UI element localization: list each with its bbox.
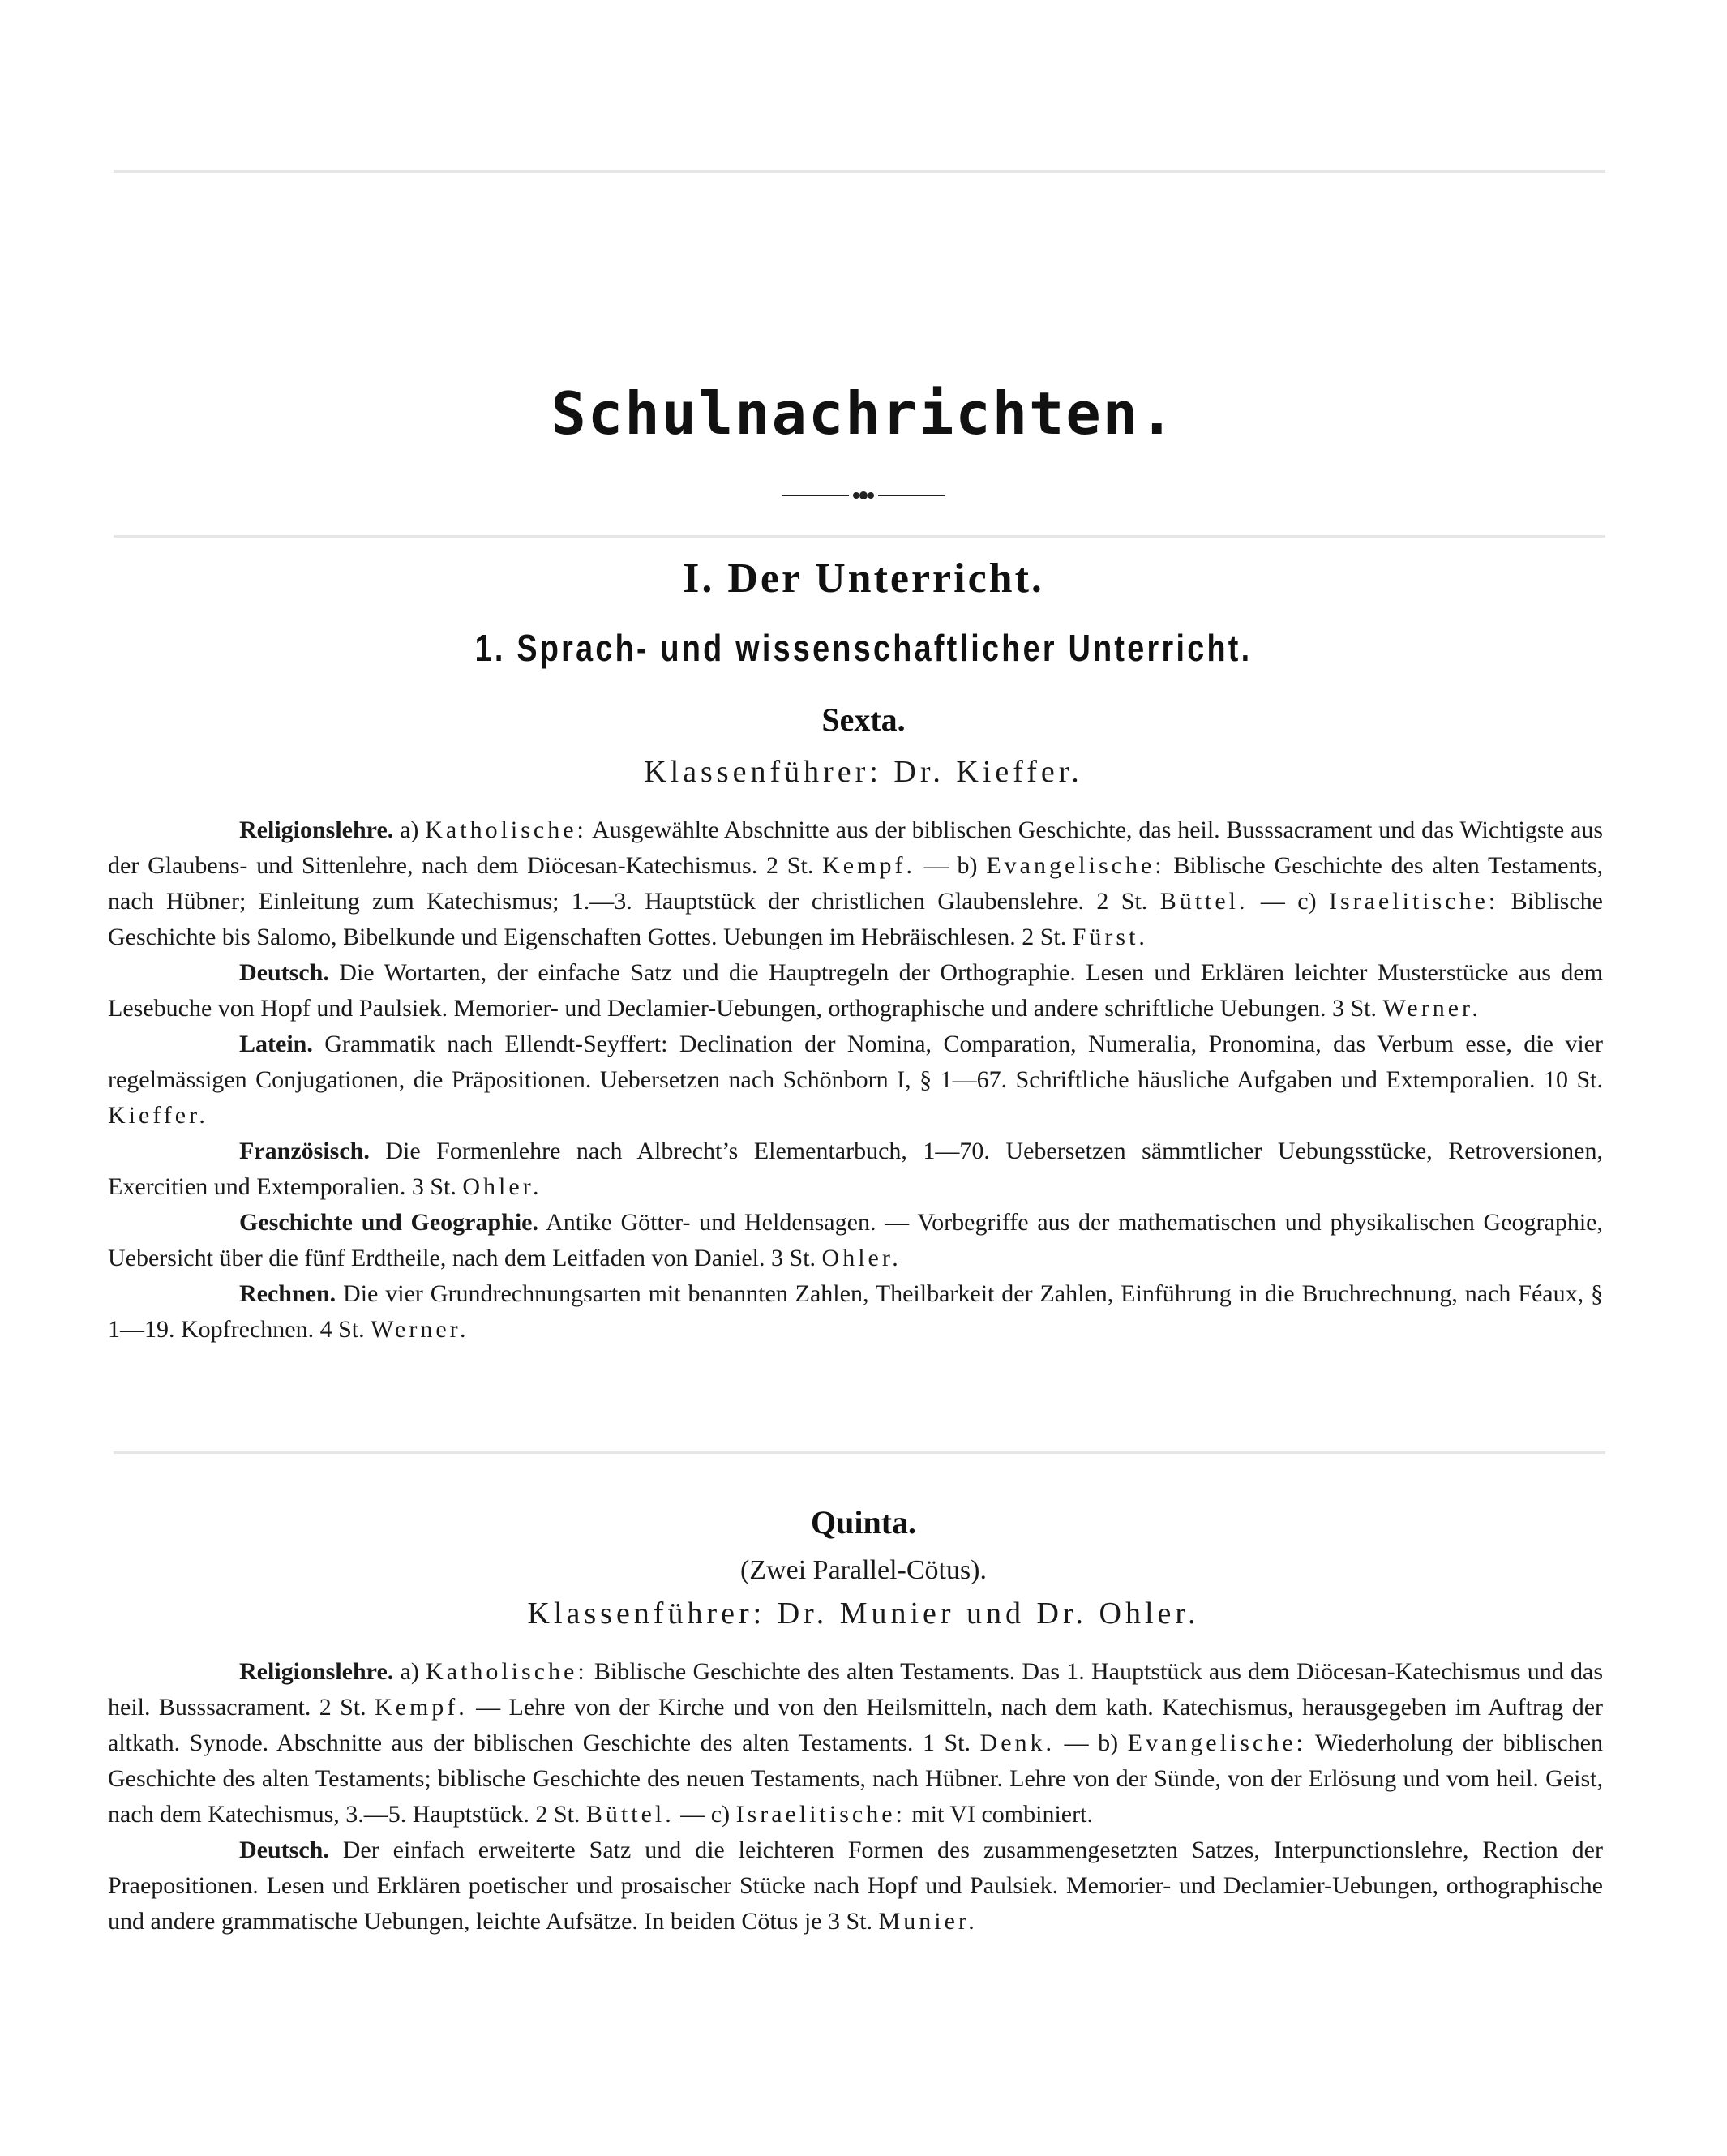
section-heading: I. Der Unterricht. <box>683 555 1044 602</box>
title-ornament <box>782 490 945 501</box>
bleed-through-line <box>114 170 1605 173</box>
subject-name: Französisch. <box>239 1138 370 1164</box>
subject-paragraph <box>108 1205 1603 1276</box>
subject-text: Ausgewählte Abschnitte aus der biblischen Geschichte, das heil. Busssacrament und das Wichtigste aus der Glaubens- und Sittenlehre, nach dem Diöcesan-Katechismus. 2 St. <box>108 817 1603 879</box>
class-leader-sexta: Klassenführer: Dr. Kieffer. <box>644 755 1083 789</box>
quinta-subjects <box>108 1654 1603 1940</box>
subject-paragraph <box>108 1276 1603 1348</box>
subsection-heading: 1. Sprach- und wissenschaftlicher Unterricht. <box>474 627 1253 669</box>
bleed-through-line <box>114 1451 1605 1454</box>
subject-text: Wiederholung der biblischen Geschichte des alten Testaments; biblische Geschichte des neuen Testaments, nach Hübner. Lehre von der Sünde, von der Erlösung und vom heil. Geist, nach dem Katechismus, 3.—5. Hauptstück. 2 St. <box>108 1730 1603 1828</box>
subject-text: — Lehre von der Kirche und von den Heilsmitteln, nach dem kath. Katechismus, herausgegeben im Auftrag der altkath. Synode. Abschnitte aus der biblischen Geschichte des alten Testaments. 1 St. <box>108 1694 1603 1756</box>
subject-paragraph <box>108 955 1603 1027</box>
subject-name: Latein. <box>239 1031 313 1057</box>
spaced-term: Fürst. <box>1072 924 1148 950</box>
spaced-term: Kempf. <box>374 1694 468 1721</box>
subject-paragraph <box>108 812 1603 955</box>
subject-paragraph <box>108 1027 1603 1134</box>
subject-text: mit VI combiniert. <box>905 1801 1093 1828</box>
subject-text: a) <box>393 1658 426 1685</box>
subject-paragraph <box>108 1134 1603 1205</box>
subject-text: Antike Götter- und Heldensagen. — Vorbegriffe aus der mathematischen und physikalischen Geographie, Uebersicht über die fünf Erdtheile, nach dem Leitfaden von Daniel. 3 St. <box>108 1209 1603 1271</box>
class-note-quinta: (Zwei Parallel-Cötus). <box>739 1555 988 1585</box>
spaced-term: Munier. <box>878 1908 978 1935</box>
class-leader-quinta: Klassenführer: Dr. Munier und Dr. Ohler. <box>527 1597 1200 1631</box>
subject-text: Biblische Geschichte des alten Testaments. Das 1. Hauptstück aus dem Diöcesan-Katechismus und das heil. Busssacrament. 2 St. <box>108 1658 1603 1721</box>
subject-paragraph <box>108 1654 1603 1832</box>
spaced-term: Evangelische: <box>986 852 1165 879</box>
subject-name: Deutsch. <box>239 1837 329 1863</box>
spaced-term: Katholische: <box>425 817 587 843</box>
subject-name: Rechnen. <box>239 1280 336 1307</box>
spaced-term: Kempf. <box>822 852 915 879</box>
class-heading-sexta: Sexta. <box>821 701 906 738</box>
subject-text: — c) <box>674 1801 736 1828</box>
spaced-term: Israelitische: <box>735 1801 906 1828</box>
class-heading-quinta: Quinta. <box>810 1504 917 1541</box>
subject-name: Geschichte und Geographie. <box>239 1209 538 1236</box>
subject-text: Biblische Geschichte des alten Testaments, nach Hübner; Einleitung zum Katechismus; 1.—3. Hauptstück der christlichen Glaubenslehre. 2 St. <box>108 852 1603 915</box>
subject-text: Die vier Grundrechnungsarten mit benannten Zahlen, Theilbarkeit der Zahlen, Einführung in die Bruchrechnung, nach Féaux, § 1—19. Kopfrechnen. 4 St. <box>108 1280 1603 1343</box>
spaced-term: Evangelische: <box>1127 1730 1306 1756</box>
spaced-term: Werner. <box>1382 995 1481 1022</box>
subject-text: a) <box>393 817 426 843</box>
page-title: Schulnachrichten. <box>551 379 1176 448</box>
subject-text: — b) <box>1055 1730 1128 1756</box>
subject-text: Biblische Geschichte bis Salomo, Bibelkunde und Eigenschaften Gottes. Uebungen im Hebräischlesen. 2 St. <box>108 888 1603 950</box>
subject-paragraph <box>108 1832 1603 1940</box>
subject-text: — b) <box>915 852 987 879</box>
subject-text: Der einfach erweiterte Satz und die leichteren Formen des zusammengesetzten Satzes, Interpunctionslehre, Rection der Praepositionen. Lesen und Erklären poetischer und prosaischer Stücke nach Hopf und Paulsiek. Memorier- und Declamier-Uebungen, orthographische und andere grammatische Uebungen, leichte Aufsätze. In beiden Cötus je 3 St. <box>108 1837 1603 1935</box>
spaced-term: Denk. <box>979 1730 1056 1756</box>
spaced-term: Büttel. <box>585 1801 675 1828</box>
sexta-subjects <box>108 812 1603 1348</box>
subject-text: Grammatik nach Ellendt-Seyffert: Declination der Nomina, Comparation, Numeralia, Pronomina, das Verbum esse, die vier regelmässigen Conjugationen, die Präpositionen. Uebersetzen nach Schönborn I, § 1—67. Schriftliche häusliche Aufgaben und Extemporalien. 10 St. <box>108 1031 1603 1093</box>
subject-name: Deutsch. <box>239 959 329 986</box>
subject-name: Religionslehre. <box>239 817 394 843</box>
spaced-term: Israelitische: <box>1329 888 1499 915</box>
bleed-through-line <box>114 535 1605 538</box>
subject-text: Die Formenlehre nach Albrecht’s Elementarbuch, 1—70. Uebersetzen sämmtlicher Uebungsstücke, Retroversionen, Exercitien und Extemporalien. 3 St. <box>108 1138 1603 1200</box>
subject-name: Religionslehre. <box>239 1658 394 1685</box>
spaced-term: Katholische: <box>426 1658 588 1685</box>
spaced-term: Büttel. <box>1159 888 1249 915</box>
subject-text: Die Wortarten, der einfache Satz und die Hauptregeln der Orthographie. Lesen und Erklären leichter Musterstücke aus dem Lesebuche von Hopf und Paulsiek. Memorier- und Declamier-Uebungen, orthographische und andere schriftliche Uebungen. 3 St. <box>108 959 1603 1022</box>
subject-text: — c) <box>1248 888 1329 915</box>
spaced-term: Werner. <box>371 1316 469 1343</box>
spaced-term: Ohler. <box>462 1173 542 1200</box>
spaced-term: Ohler. <box>821 1245 902 1271</box>
spaced-term: Kieffer. <box>108 1102 208 1129</box>
